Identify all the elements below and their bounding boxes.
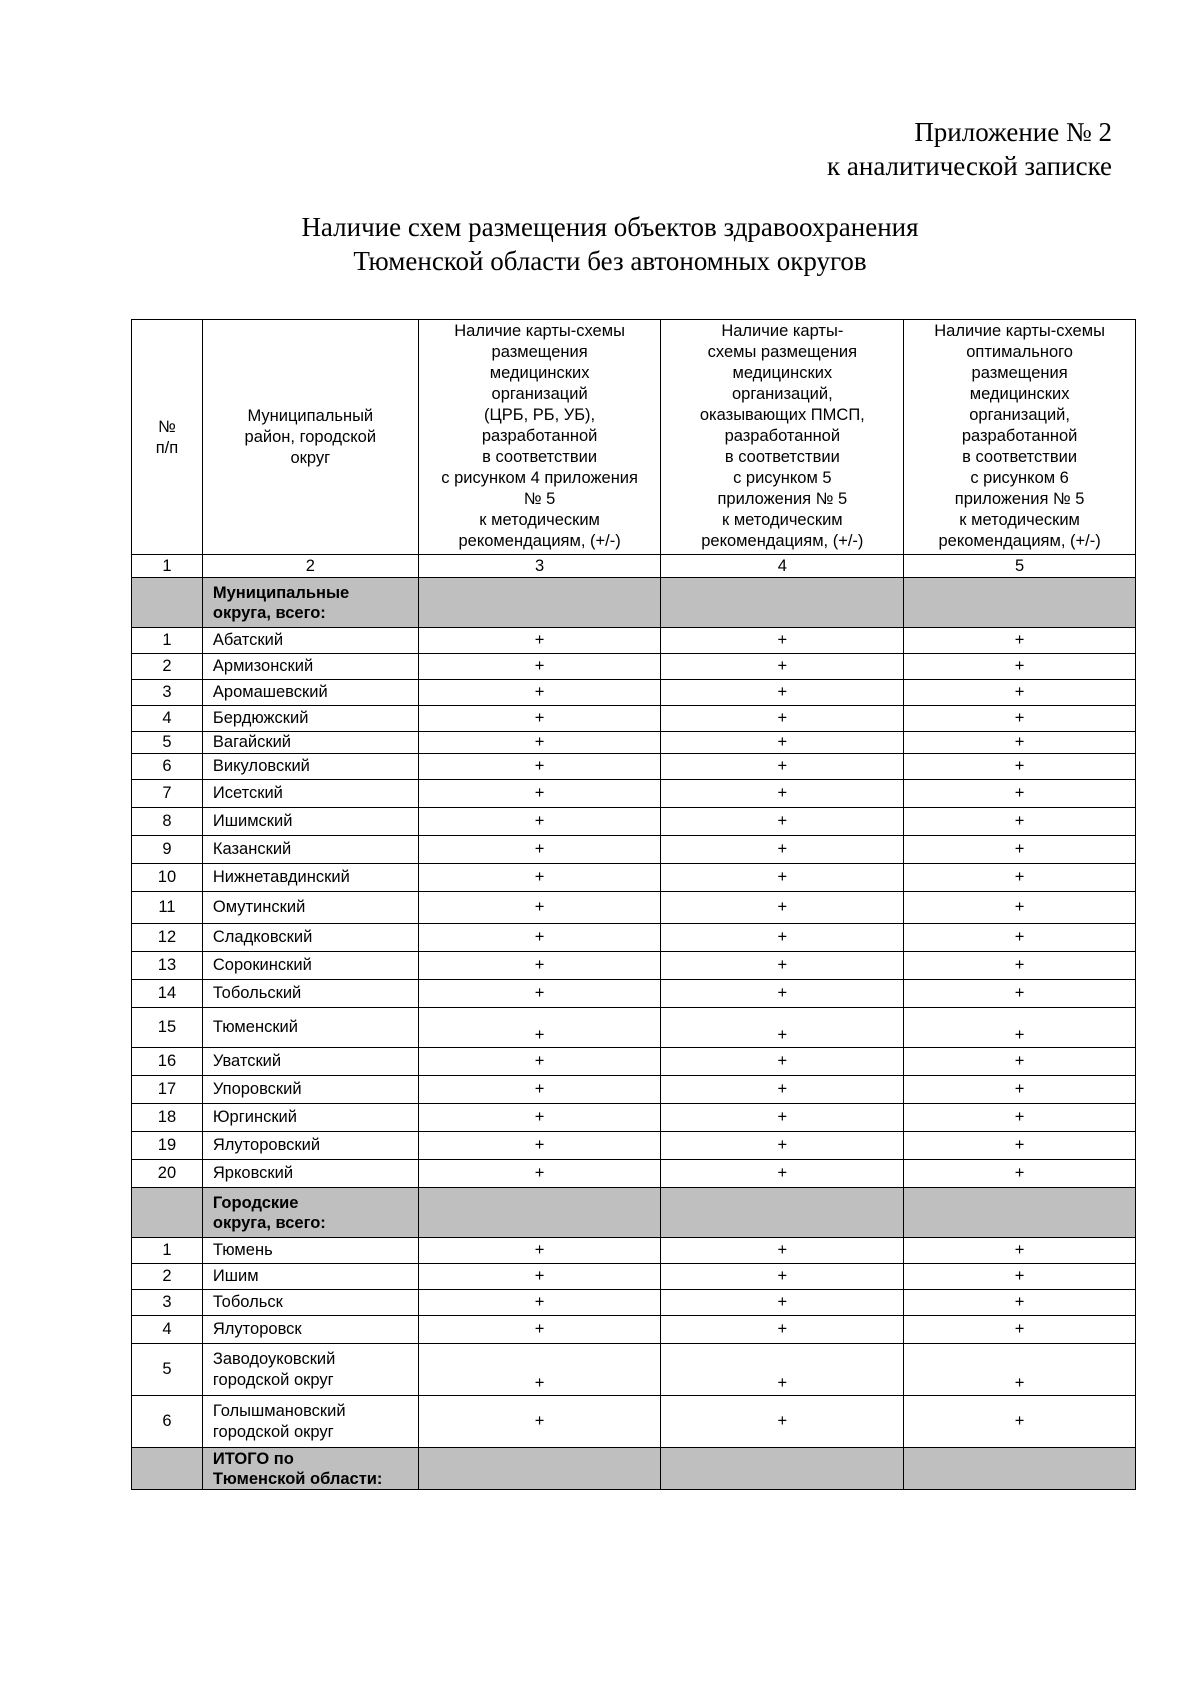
scheme-optimal-value: + [904, 654, 1136, 680]
municipality-name: Ишим [202, 1264, 418, 1290]
table-row [132, 864, 1136, 892]
municipality-name: Ярковский [202, 1160, 418, 1188]
scheme-crb-value: + [418, 754, 661, 780]
row-number: 8 [132, 808, 203, 836]
municipality-name: Уватский [202, 1048, 418, 1076]
scheme-pmsp-value: + [661, 1316, 904, 1344]
table-row [132, 1396, 1136, 1448]
scheme-crb-value: + [418, 892, 661, 924]
table-row [132, 892, 1136, 924]
header-scheme-pmsp: Наличие карты- схемы размещения медицинских организаций, оказывающих ПМСП, разработанной в соответствии с рисунком 5 приложения № 5 к методическим рекомендациям, (+/-) [661, 320, 904, 555]
table-row [132, 1132, 1136, 1160]
table-row [132, 780, 1136, 808]
municipality-name: Бердюжский [202, 706, 418, 732]
table-row [132, 1344, 1136, 1396]
table-row [132, 680, 1136, 706]
table-row [132, 1104, 1136, 1132]
section-empty-cell [418, 1448, 661, 1490]
section-empty-cell [661, 1188, 904, 1238]
scheme-pmsp-value: + [661, 1048, 904, 1076]
table-row [132, 1238, 1136, 1264]
total-label: ИТОГО по Тюменской области: [202, 1448, 418, 1490]
municipality-name: Тюменский [202, 1008, 418, 1048]
scheme-pmsp-value: + [661, 808, 904, 836]
municipality-name: Тюмень [202, 1238, 418, 1264]
document-title-line-1: Наличие схем размещения объектов здравоохранения [301, 212, 919, 242]
scheme-crb-value: + [418, 1290, 661, 1316]
scheme-crb-value: + [418, 628, 661, 654]
scheme-optimal-value: + [904, 924, 1136, 952]
municipality-name: Ялуторовск [202, 1316, 418, 1344]
section-empty-cell [904, 1448, 1136, 1490]
scheme-optimal-value: + [904, 780, 1136, 808]
municipality-name: Казанский [202, 836, 418, 864]
section-empty-cell [132, 578, 203, 628]
header-scheme-optimal: Наличие карты-схемы оптимального размещения медицинских организаций, разработанной в соответствии с рисунком 6 приложения № 5 к методическим рекомендациям, (+/-) [904, 320, 1136, 555]
appendix-subtitle: к аналитической записке [827, 151, 1112, 181]
column-number: 2 [202, 555, 418, 578]
table-row [132, 732, 1136, 754]
scheme-pmsp-value: + [661, 1160, 904, 1188]
scheme-optimal-value: + [904, 980, 1136, 1008]
table-row [132, 1048, 1136, 1076]
scheme-crb-value: + [418, 1344, 661, 1396]
row-number: 18 [132, 1104, 203, 1132]
municipality-name: Упоровский [202, 1076, 418, 1104]
scheme-crb-value: + [418, 1396, 661, 1448]
section-empty-cell [661, 1448, 904, 1490]
scheme-crb-value: + [418, 780, 661, 808]
scheme-optimal-value: + [904, 1264, 1136, 1290]
row-number: 1 [132, 628, 203, 654]
municipality-name: Ялуторовский [202, 1132, 418, 1160]
total-row [132, 1448, 1136, 1490]
municipality-name: Юргинский [202, 1104, 418, 1132]
scheme-crb-value: + [418, 1048, 661, 1076]
scheme-pmsp-value: + [661, 1132, 904, 1160]
column-number: 3 [418, 555, 661, 578]
scheme-optimal-value: + [904, 1160, 1136, 1188]
scheme-crb-value: + [418, 924, 661, 952]
row-number: 12 [132, 924, 203, 952]
scheme-pmsp-value: + [661, 892, 904, 924]
section-title: Городские округа, всего: [202, 1188, 418, 1238]
row-number: 17 [132, 1076, 203, 1104]
scheme-crb-value: + [418, 1316, 661, 1344]
table-row [132, 1160, 1136, 1188]
municipality-name: Голышмановский городской округ [202, 1396, 418, 1448]
scheme-optimal-value: + [904, 732, 1136, 754]
scheme-crb-value: + [418, 864, 661, 892]
municipality-name: Сладковский [202, 924, 418, 952]
scheme-pmsp-value: + [661, 628, 904, 654]
row-number: 11 [132, 892, 203, 924]
scheme-crb-value: + [418, 1132, 661, 1160]
header-scheme-crb: Наличие карты-схемы размещения медицинских организаций (ЦРБ, РБ, УБ), разработанной в соответствии с рисунком 4 приложения № 5 к методическим рекомендациям, (+/-) [418, 320, 661, 555]
document-title-line-2: Тюменской области без автономных округов [353, 246, 867, 276]
table-row [132, 628, 1136, 654]
header-number: № п/п [132, 320, 203, 555]
municipality-name: Омутинский [202, 892, 418, 924]
municipality-name: Сорокинский [202, 952, 418, 980]
scheme-optimal-value: + [904, 1104, 1136, 1132]
section-header-row [132, 1188, 1136, 1238]
document-title [160, 210, 1060, 278]
scheme-optimal-value: + [904, 628, 1136, 654]
section-title: Муниципальные округа, всего: [202, 578, 418, 628]
scheme-optimal-value: + [904, 1076, 1136, 1104]
scheme-crb-value: + [418, 1264, 661, 1290]
table-row [132, 980, 1136, 1008]
municipality-name: Абатский [202, 628, 418, 654]
section-empty-cell [418, 578, 661, 628]
table-row [132, 952, 1136, 980]
scheme-crb-value: + [418, 952, 661, 980]
municipality-name: Армизонский [202, 654, 418, 680]
table-row [132, 1264, 1136, 1290]
scheme-pmsp-value: + [661, 1344, 904, 1396]
scheme-crb-value: + [418, 1238, 661, 1264]
row-number: 7 [132, 780, 203, 808]
scheme-optimal-value: + [904, 1008, 1136, 1048]
scheme-optimal-value: + [904, 1132, 1136, 1160]
scheme-crb-value: + [418, 836, 661, 864]
row-number: 6 [132, 754, 203, 780]
scheme-crb-value: + [418, 1160, 661, 1188]
scheme-pmsp-value: + [661, 1238, 904, 1264]
column-number: 5 [904, 555, 1136, 578]
section-empty-cell [132, 1448, 203, 1490]
row-number: 13 [132, 952, 203, 980]
row-number: 2 [132, 654, 203, 680]
table-row [132, 654, 1136, 680]
table-row [132, 1316, 1136, 1344]
section-header-row [132, 578, 1136, 628]
row-number: 16 [132, 1048, 203, 1076]
scheme-optimal-value: + [904, 1344, 1136, 1396]
table-row [132, 1290, 1136, 1316]
table-row [132, 706, 1136, 732]
scheme-pmsp-value: + [661, 1396, 904, 1448]
table-body [132, 578, 1136, 1490]
row-number: 10 [132, 864, 203, 892]
scheme-optimal-value: + [904, 1238, 1136, 1264]
row-number: 20 [132, 1160, 203, 1188]
appendix-note [827, 115, 1112, 183]
scheme-pmsp-value: + [661, 1104, 904, 1132]
municipality-name: Вагайский [202, 732, 418, 754]
scheme-pmsp-value: + [661, 780, 904, 808]
table-row [132, 808, 1136, 836]
header-municipality: Муниципальный район, городской округ [202, 320, 418, 555]
scheme-optimal-value: + [904, 1048, 1136, 1076]
scheme-optimal-value: + [904, 808, 1136, 836]
scheme-optimal-value: + [904, 1396, 1136, 1448]
row-number: 9 [132, 836, 203, 864]
municipality-name: Аромашевский [202, 680, 418, 706]
row-number: 15 [132, 1008, 203, 1048]
scheme-pmsp-value: + [661, 836, 904, 864]
scheme-pmsp-value: + [661, 706, 904, 732]
municipality-name: Тобольский [202, 980, 418, 1008]
scheme-crb-value: + [418, 706, 661, 732]
section-empty-cell [904, 578, 1136, 628]
row-number: 4 [132, 1316, 203, 1344]
municipality-name: Тобольск [202, 1290, 418, 1316]
row-number: 1 [132, 1238, 203, 1264]
section-empty-cell [661, 578, 904, 628]
table-row [132, 754, 1136, 780]
scheme-crb-value: + [418, 808, 661, 836]
row-number: 6 [132, 1396, 203, 1448]
scheme-crb-value: + [418, 680, 661, 706]
appendix-number: Приложение № 2 [914, 117, 1112, 147]
scheme-crb-value: + [418, 1008, 661, 1048]
scheme-pmsp-value: + [661, 952, 904, 980]
scheme-pmsp-value: + [661, 754, 904, 780]
section-empty-cell [418, 1188, 661, 1238]
scheme-optimal-value: + [904, 892, 1136, 924]
scheme-optimal-value: + [904, 952, 1136, 980]
scheme-pmsp-value: + [661, 1264, 904, 1290]
table-row [132, 1008, 1136, 1048]
table-row [132, 924, 1136, 952]
scheme-pmsp-value: + [661, 924, 904, 952]
scheme-pmsp-value: + [661, 1008, 904, 1048]
municipality-name: Викуловский [202, 754, 418, 780]
scheme-pmsp-value: + [661, 1290, 904, 1316]
scheme-pmsp-value: + [661, 732, 904, 754]
row-number: 14 [132, 980, 203, 1008]
column-number-row [132, 555, 1136, 578]
column-number: 4 [661, 555, 904, 578]
scheme-crb-value: + [418, 1076, 661, 1104]
scheme-optimal-value: + [904, 754, 1136, 780]
table-row [132, 836, 1136, 864]
health-facilities-table [131, 319, 1136, 1490]
scheme-pmsp-value: + [661, 980, 904, 1008]
scheme-pmsp-value: + [661, 680, 904, 706]
scheme-optimal-value: + [904, 1290, 1136, 1316]
scheme-pmsp-value: + [661, 864, 904, 892]
row-number: 5 [132, 1344, 203, 1396]
row-number: 2 [132, 1264, 203, 1290]
scheme-optimal-value: + [904, 1316, 1136, 1344]
scheme-optimal-value: + [904, 864, 1136, 892]
scheme-crb-value: + [418, 732, 661, 754]
municipality-name: Ишимский [202, 808, 418, 836]
municipality-name: Исетский [202, 780, 418, 808]
scheme-optimal-value: + [904, 836, 1136, 864]
row-number: 19 [132, 1132, 203, 1160]
table-row [132, 1076, 1136, 1104]
row-number: 4 [132, 706, 203, 732]
row-number: 3 [132, 680, 203, 706]
header-row [132, 320, 1136, 555]
row-number: 3 [132, 1290, 203, 1316]
scheme-crb-value: + [418, 654, 661, 680]
scheme-crb-value: + [418, 1104, 661, 1132]
column-number: 1 [132, 555, 203, 578]
scheme-pmsp-value: + [661, 1076, 904, 1104]
section-empty-cell [904, 1188, 1136, 1238]
municipality-name: Заводоуковский городской округ [202, 1344, 418, 1396]
municipality-name: Нижнетавдинский [202, 864, 418, 892]
scheme-optimal-value: + [904, 680, 1136, 706]
section-empty-cell [132, 1188, 203, 1238]
scheme-optimal-value: + [904, 706, 1136, 732]
scheme-crb-value: + [418, 980, 661, 1008]
scheme-pmsp-value: + [661, 654, 904, 680]
row-number: 5 [132, 732, 203, 754]
